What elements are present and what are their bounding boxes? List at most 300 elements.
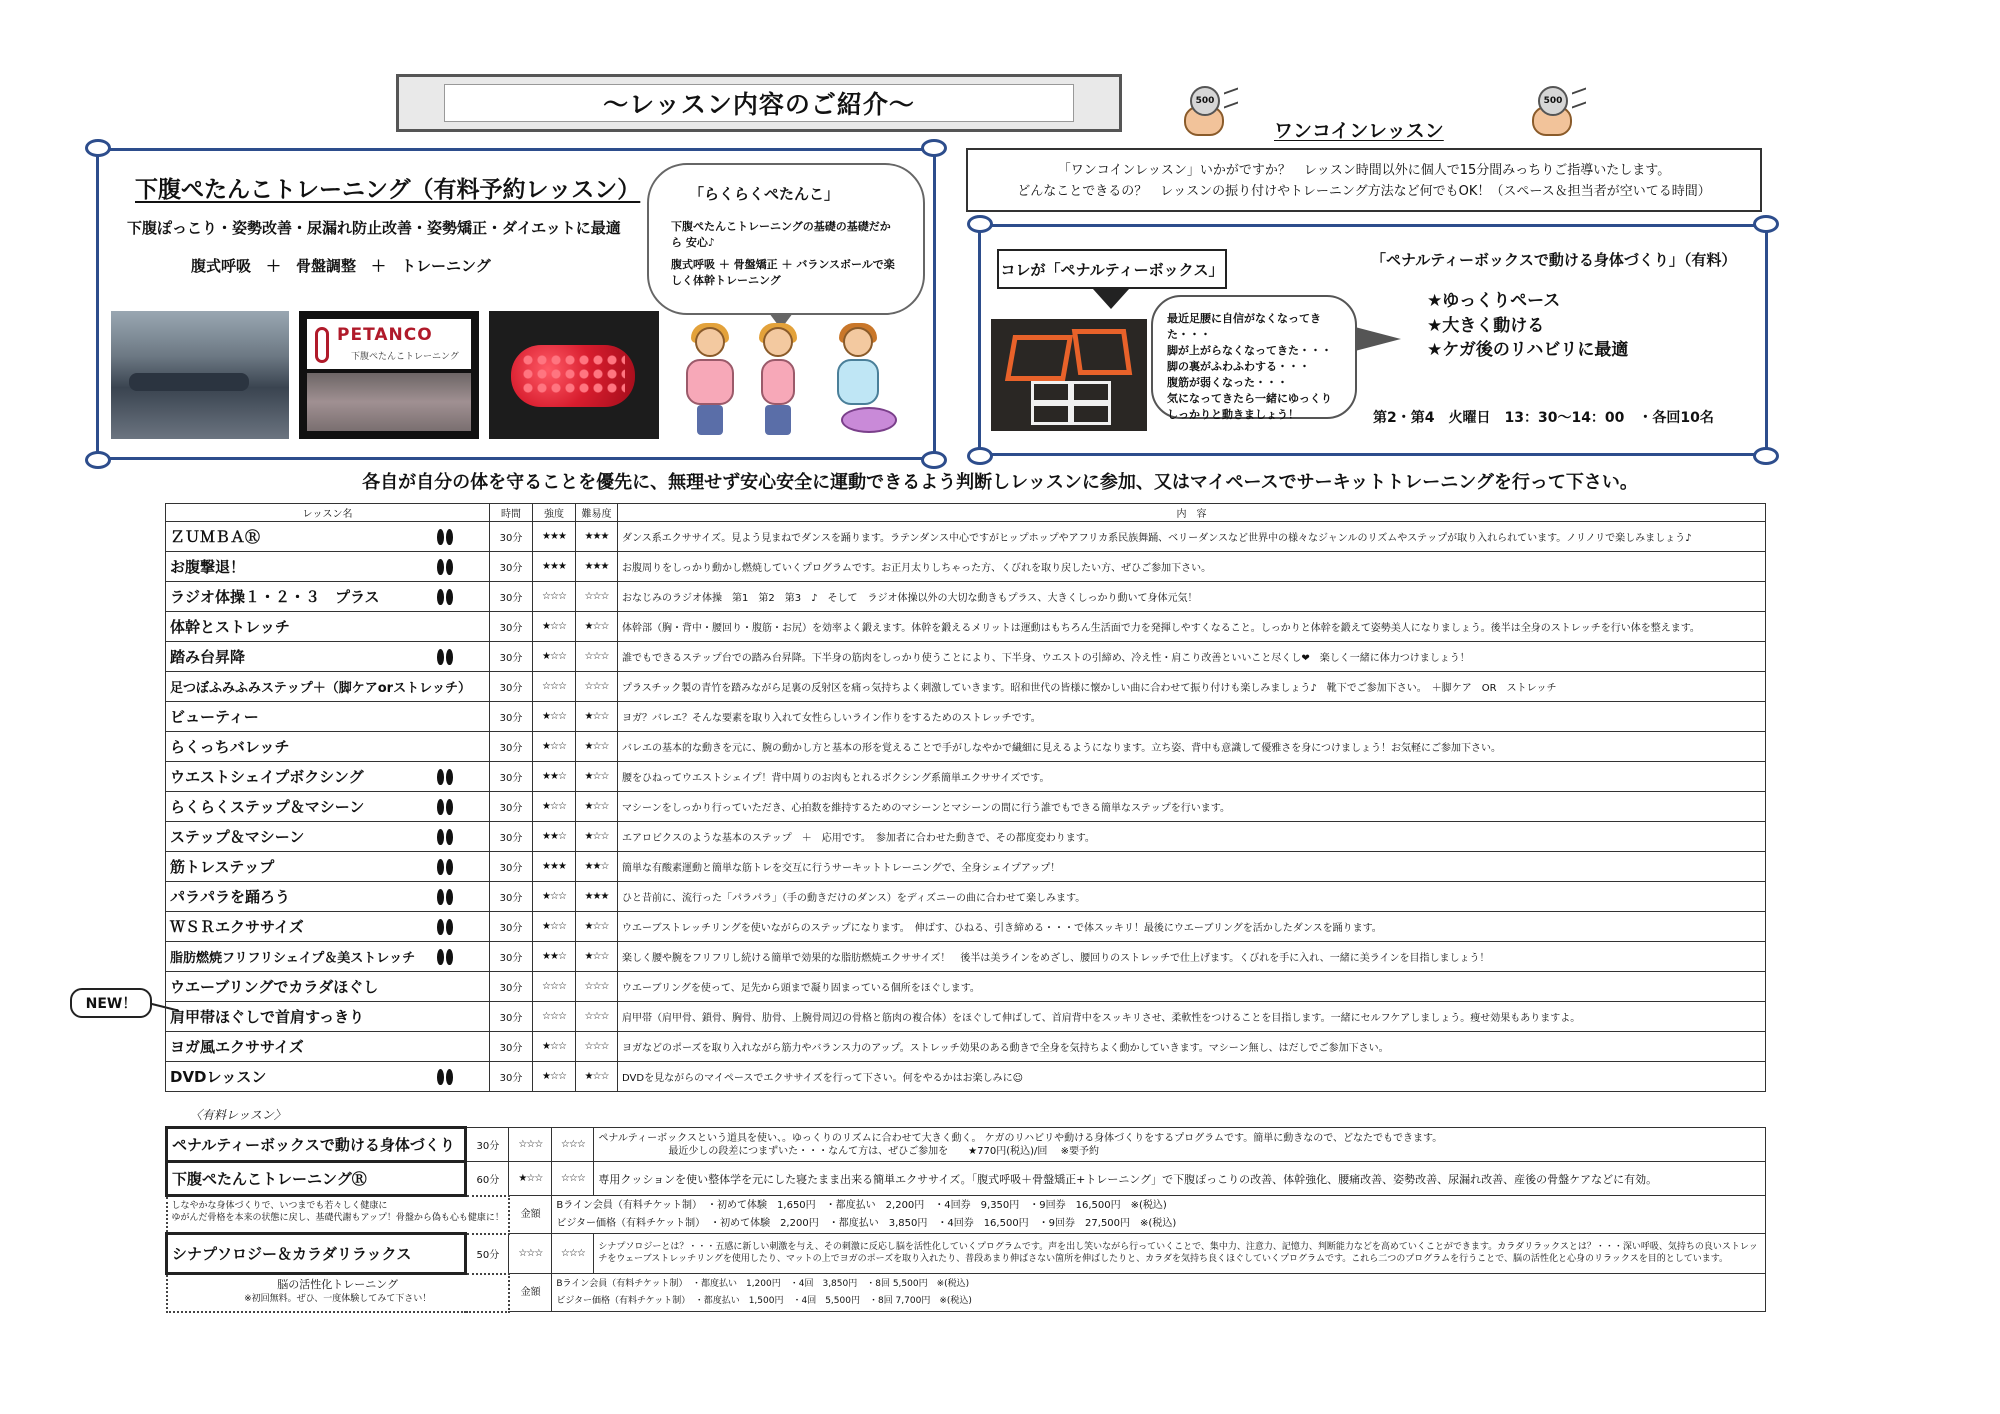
lesson-intensity-text: ☆☆☆ [542, 591, 566, 602]
lesson-name [166, 792, 490, 822]
floor-square [1031, 403, 1071, 425]
lesson-time-text: 30分 [499, 683, 523, 694]
lesson-name [166, 912, 490, 942]
footprints-icon [437, 799, 455, 815]
petanco-logo-text: PETANCO [337, 325, 433, 345]
petanco-logo-mark [315, 327, 329, 363]
lesson-intensity-text: ★☆☆ [542, 741, 566, 752]
lesson-difficulty-text: ★★☆ [584, 861, 609, 872]
lesson-time [490, 882, 533, 912]
paid-lesson-intensity: ★☆☆ [509, 1162, 552, 1196]
onecoin-line: 「ワンコインレッスン」いかがですか？ レッスン時間以外に個人で15分間みっちりご指導いたします。 [1057, 163, 1671, 178]
lesson-time [490, 552, 533, 582]
lesson-content-text: マシーンをしっかり行っていただき、心拍数を維持するためのマシーンとマシーンの間に行う誰でもできる簡単なステップを行います。 [622, 803, 1230, 814]
lesson-time-text: 30分 [499, 1043, 523, 1054]
header-difficulty: 難易度 [576, 504, 618, 522]
lesson-content [618, 852, 1766, 882]
paid-lesson-difficulty: ☆☆☆ [552, 1128, 594, 1162]
lesson-difficulty [576, 732, 618, 762]
lesson-time [490, 642, 533, 672]
box-frame [1072, 329, 1132, 375]
lesson-intensity-text: ★★☆ [542, 951, 566, 962]
lesson-name [166, 732, 490, 762]
lesson-name-text: パラパラを踊ろう [170, 888, 291, 906]
table-row [166, 732, 1766, 762]
lesson-difficulty [576, 702, 618, 732]
lesson-content [618, 1002, 1766, 1032]
rakuraku-bubble [647, 163, 925, 315]
lesson-intensity [533, 702, 576, 732]
table-row [166, 702, 1766, 732]
scroll-curl-ornament [85, 451, 111, 469]
lesson-name-text: ラジオ体操１・２・３ プラス [170, 588, 380, 606]
footprints-icon [437, 889, 455, 905]
lesson-intensity [533, 1032, 576, 1062]
price-line: ビジター価格（有料チケット制） ・都度払い 1,500円 ・4回 5,500円 ・8回 7,700円 ※(税込) [556, 1295, 972, 1306]
paid-lesson-time: 60分 [466, 1162, 509, 1196]
lesson-name [166, 882, 490, 912]
petanco-formula: 腹式呼吸 ＋ 骨盤調整 ＋ トレーニング [191, 257, 491, 275]
table-row [166, 792, 1766, 822]
lesson-difficulty [576, 942, 618, 972]
paid-lessons-label: 〈有料レッスン〉 [190, 1108, 286, 1122]
paid-lesson-name: ペナルティーボックスで動ける身体づくり [167, 1128, 466, 1162]
petanco-logo-photo [299, 311, 479, 439]
lesson-content-text: ひと昔前に、流行った「パラパラ」（手の動きだけのダンス）をディズニーの曲に合わせて楽しみます。 [622, 893, 1086, 904]
petanco-logo-sub: 下腹ぺたんこトレーニング [351, 352, 459, 362]
lesson-difficulty-text: ★☆☆ [584, 801, 609, 812]
petanco-heading: 下腹ぺたんこトレーニング（有料予約レッスン） [135, 177, 641, 203]
lesson-name-text: ＷＳＲエクササイズ [170, 918, 304, 936]
lesson-intensity-text: ★★★ [542, 861, 566, 872]
lesson-content [618, 822, 1766, 852]
footprints-icon [437, 919, 455, 935]
lesson-difficulty [576, 552, 618, 582]
lesson-time [490, 942, 533, 972]
lesson-name-text: 筋トレステップ [170, 858, 275, 876]
lesson-content-text: ウエーブストレッチリングを使いながらのステップになります。 伸ばす、ひねる、引き締める・・・で体スッキリ！最後にウエーブリングを活かしたダンスを踊ります。 [622, 923, 1382, 934]
lesson-difficulty-text: ☆☆☆ [584, 1041, 609, 1052]
lesson-name-text: ビューティー [170, 708, 259, 726]
lesson-content [618, 582, 1766, 612]
lesson-name [166, 522, 490, 552]
lesson-content-text: おなじみのラジオ体操 第1 第2 第3 ♪ そして ラジオ体操以外の大切な動きもプラス、大きくしっかり動いて身体元気！ [622, 593, 1198, 604]
feature-item: ★ケガ後のリハビリに最適 [1427, 340, 1629, 361]
lesson-intensity-text: ★☆☆ [542, 621, 566, 632]
lesson-time-text: 30分 [499, 983, 523, 994]
lesson-name-text: ステップ＆マシーン [170, 828, 305, 846]
safety-headline: 各自が自分の体を守ることを優先に、無理せず安心安全に運動できるよう判断しレッスンに参加、又はマイペースでサーキットトレーニングを行って下さい。 [362, 472, 1638, 493]
content-line: ペナルティーボックスという道具を使い、。ゆっくりのリズムに合わせて大きく動く。 ケガのリハビリや動ける身体づくりをするプログラムです。簡単に動きなので、どなたでもできます。 [598, 1132, 1443, 1144]
lesson-name-text: DVDレッスン [170, 1068, 267, 1086]
petanco-prices [552, 1196, 1766, 1234]
bubble-tail [1355, 327, 1401, 351]
training-scene-photo [307, 373, 471, 431]
onecoin-title: ワンコインレッスン [1262, 112, 1482, 146]
table-row [167, 1274, 1766, 1312]
lesson-intensity [533, 882, 576, 912]
paid-lesson-name: シナプソロジー＆カラダリラックス [167, 1234, 466, 1274]
floor-square [1031, 381, 1071, 403]
table-row [167, 1162, 1766, 1196]
lesson-intensity [533, 762, 576, 792]
lesson-time-text: 30分 [499, 743, 523, 754]
footprints-icon [437, 829, 455, 845]
table-row [166, 942, 1766, 972]
lesson-content-text: 簡単な有酸素運動と簡単な筋トレを交互に行うサーキットトレーニングで、全身シェイプアップ！ [622, 863, 1061, 874]
penalty-schedule: 第2・第4 火曜日 13：30～14：00 ・各回10名 [1373, 410, 1714, 426]
lesson-time-text: 30分 [499, 863, 523, 874]
lesson-name-text: ヨガ風エクササイズ [170, 1038, 304, 1056]
lesson-difficulty [576, 582, 618, 612]
scroll-curl-ornament [967, 447, 993, 465]
lesson-difficulty-text: ★☆☆ [584, 1071, 609, 1082]
lesson-intensity-text: ★☆☆ [542, 1071, 566, 1082]
lesson-intensity [533, 822, 576, 852]
footprints-icon [437, 859, 455, 875]
lesson-difficulty-text: ★★★ [584, 561, 609, 572]
lesson-content-text: ヨガ？バレエ？そんな要素を取り入れて女性らしいライン作りをするためのストレッチです。 [622, 713, 1041, 724]
lesson-content-text: バレエの基本的な動きを元に、腕の動かし方と基本の形を覚えることで手がしなやかで繊細に見えるようになります。立ち姿、背中も意識して優雅さを身につけましょう！お気軽にご参加下さい。 [622, 743, 1501, 754]
lesson-content [618, 672, 1766, 702]
lesson-time-text: 30分 [499, 833, 523, 844]
price-line: Bライン会員（有料チケット制） ・都度払い 1,200円 ・4回 3,850円 ・8回 5,500円 ※(税込) [556, 1279, 970, 1290]
lesson-name-text: ウエストシェイプボクシング [170, 768, 364, 786]
lesson-content [618, 912, 1766, 942]
synapso-prices [552, 1274, 1766, 1312]
table-row [166, 762, 1766, 792]
lesson-content [618, 732, 1766, 762]
lesson-time-text: 30分 [499, 653, 523, 664]
lesson-time [490, 1062, 533, 1092]
lesson-difficulty-text: ★☆☆ [584, 951, 609, 962]
lesson-difficulty-text: ☆☆☆ [584, 1011, 609, 1022]
lesson-difficulty [576, 762, 618, 792]
lesson-intensity-text: ★☆☆ [542, 891, 566, 902]
footprints-icon [437, 559, 455, 575]
penalty-box-photo [991, 319, 1147, 431]
lesson-content [618, 1062, 1766, 1092]
lesson-time [490, 792, 533, 822]
lesson-content [618, 702, 1766, 732]
paid-lesson-difficulty: ☆☆☆ [552, 1162, 594, 1196]
rakuraku-title: 「らくらくぺたんこ」 [689, 185, 840, 203]
lesson-intensity-text: ☆☆☆ [542, 681, 566, 692]
lesson-time [490, 582, 533, 612]
figure-legs [697, 405, 723, 435]
lesson-name-text: 脂肪燃焼フリフリシェイプ＆美ストレッチ [170, 951, 416, 966]
table-row [166, 1032, 1766, 1062]
table-row [166, 1062, 1766, 1092]
paid-lesson-intensity: ☆☆☆ [509, 1234, 552, 1274]
lesson-intensity [533, 582, 576, 612]
penalty-box-panel [978, 224, 1768, 456]
price-label: 金額 [509, 1274, 552, 1312]
lesson-name-text: 踏み台昇降 [170, 648, 246, 666]
lesson-intensity [533, 1002, 576, 1032]
lesson-intensity-text: ★★☆ [542, 771, 566, 782]
lesson-intensity [533, 1062, 576, 1092]
gym-photo [111, 311, 289, 439]
lesson-name [166, 672, 490, 702]
lesson-table [165, 503, 1766, 1092]
petanco-subtitle: 下腹ぽっこり・姿勢改善・尿漏れ防止改善・姿勢矯正・ダイエットに最適 [127, 219, 621, 237]
header-lesson-name: レッスン名 [166, 504, 490, 522]
footprints-icon [437, 769, 455, 785]
lesson-name [166, 972, 490, 1002]
floor-square [1071, 403, 1111, 425]
lesson-difficulty [576, 912, 618, 942]
rakuraku-line: 腹式呼吸 ＋ 骨盤矯正 ＋ バランスボールで楽しく体幹トレーニング [671, 257, 895, 287]
lesson-difficulty-text: ★☆☆ [584, 771, 609, 782]
lesson-content [618, 882, 1766, 912]
lesson-time [490, 732, 533, 762]
lesson-name-text: 肩甲帯ほぐしで首肩すっきり [170, 1008, 365, 1026]
figure-body [761, 359, 795, 405]
figure-legs [765, 405, 791, 435]
lesson-content-text: お腹周りをしっかり動かし燃焼していくプログラムです。お正月太りしちゃった方、くびれを取り戻したい方、ぜひご参加下さい。 [622, 563, 1212, 574]
lesson-difficulty-text: ☆☆☆ [584, 651, 609, 662]
table-header-row [166, 504, 1766, 522]
paid-lesson-time: 30分 [466, 1128, 509, 1162]
lesson-difficulty [576, 1002, 618, 1032]
lesson-content-text: ダンス系エクササイズ。見よう見まねでダンスを踊ります。ラテンダンス中心ですがヒップホップやアフリカ系民族舞踊、ベリーダンスなど世界中の様々なジャンルのリズムやステップが取り入れられています。ノリノリで楽しみましょう♪ [622, 533, 1692, 544]
scroll-curl-ornament [1753, 215, 1779, 233]
lesson-time-text: 30分 [499, 563, 523, 574]
lesson-name [166, 1062, 490, 1092]
footprints-icon [437, 529, 455, 545]
lesson-intensity [533, 552, 576, 582]
sparkle [1224, 87, 1238, 108]
feature-item: ★大きく動ける [1427, 315, 1545, 336]
lesson-intensity-text: ★★★ [542, 531, 566, 542]
figure-head [763, 327, 793, 357]
lesson-content-text: ヨガなどのポーズを取り入れながら筋力やバランス力のアップ。ストレッチ効果のある動きで全身を気持ちよく動かしていきます。マシーン無し、はだしでご参加下さい。 [622, 1043, 1389, 1054]
table-row [166, 972, 1766, 1002]
price-label: 金額 [509, 1196, 552, 1234]
lesson-difficulty-text: ★☆☆ [584, 741, 609, 752]
paid-lesson-difficulty: ☆☆☆ [552, 1234, 594, 1274]
lesson-time [490, 822, 533, 852]
lesson-time [490, 972, 533, 1002]
header-content: 内 容 [618, 504, 1766, 522]
lesson-name-text: お腹撃退！ [170, 558, 246, 576]
petanco-panel [96, 148, 936, 460]
lesson-name [166, 852, 490, 882]
page-title: ～レッスン内容のご紹介～ [444, 84, 1074, 122]
balance-ball [841, 407, 897, 433]
woman-after-illustration [747, 327, 809, 437]
lesson-time-text: 30分 [499, 623, 523, 634]
paid-lesson-content [594, 1128, 1766, 1162]
paid-lesson-table [165, 1126, 1766, 1313]
scroll-curl-ornament [967, 215, 993, 233]
petanco-logo [307, 319, 471, 369]
lesson-name-text: 足つぼふみふみステップ＋（脚ケアorストレッチ） [170, 681, 471, 696]
feature-item: ★ゆっくりペース [1427, 291, 1561, 311]
note-line: 脳の活性化トレーニング [277, 1278, 399, 1291]
scroll-curl-ornament [1753, 447, 1779, 465]
table-row [167, 1234, 1766, 1274]
table-row [166, 852, 1766, 882]
coin-hand-illustration [1184, 86, 1230, 138]
lesson-difficulty-text: ★★★ [584, 891, 609, 902]
lesson-name-text: 体幹とストレッチ [170, 618, 290, 636]
lesson-difficulty-text: ★☆☆ [584, 711, 609, 722]
lesson-time [490, 762, 533, 792]
lesson-content [618, 972, 1766, 1002]
lesson-content-text: 楽しく腰や腕をフリフリし続ける簡単で効果的な脂肪燃焼エクササイズ！ 後半は美ラインをめざし、腰回りのストレッチで仕上げます。くびれを手に入れ、一緒に美ラインを目指しましょう！ [622, 953, 1490, 964]
lesson-intensity [533, 642, 576, 672]
lesson-difficulty [576, 672, 618, 702]
footprints-icon [437, 649, 455, 665]
down-arrow-icon [1093, 289, 1129, 309]
lesson-name [166, 762, 490, 792]
paid-lesson-content: 専用クッションを使い整体学を元にした寝たまま出来る簡単エクササイズ。「腹式呼吸＋骨盤矯正+トレーニング」で下腹ぽっこりの改善、体幹強化、腰痛改善、姿勢改善、尿漏れ改善、産後の骨盤ケアなどに有効。 [594, 1162, 1766, 1196]
lesson-name-text: らくっちバレッチ [170, 738, 290, 756]
lesson-difficulty [576, 522, 618, 552]
lesson-difficulty-text: ☆☆☆ [584, 591, 609, 602]
woman-balance-ball-illustration [827, 327, 907, 437]
lesson-name-text: らくらくステップ＆マシーン [170, 798, 365, 816]
rakuraku-line: 下腹ぺたんこトレーニングの基礎の基礎だから 安心♪ [671, 220, 891, 249]
lesson-intensity [533, 732, 576, 762]
box-frame [1005, 335, 1073, 381]
footprints-icon [437, 949, 455, 965]
lesson-name [166, 1032, 490, 1062]
lesson-intensity-text: ★☆☆ [542, 1041, 566, 1052]
lesson-difficulty-text: ☆☆☆ [584, 981, 609, 992]
lesson-time [490, 702, 533, 732]
price-line: ビジター価格（有料チケット制） ・初めて体験 2,200円 ・都度払い 3,850円 ・4回券 16,500円 ・9回券 27,500円 ※(税込) [556, 1217, 1177, 1229]
bubble-line: 脚の裏がふわふわする・・・ [1167, 359, 1310, 373]
note-line: しなやかな身体づくりで、いつまでも若々しく健康に [171, 1201, 388, 1211]
new-badge: NEW！ [70, 988, 152, 1018]
penalty-title: 「ペナルティーボックスで動ける身体づくり」（有料） [1371, 251, 1737, 269]
lesson-time [490, 672, 533, 702]
lesson-time-text: 30分 [499, 923, 523, 934]
figure-head [695, 327, 725, 357]
lesson-time [490, 912, 533, 942]
table-row [166, 882, 1766, 912]
lesson-intensity [533, 522, 576, 552]
lesson-time [490, 1032, 533, 1062]
lesson-intensity [533, 792, 576, 822]
lesson-time-text: 30分 [499, 1013, 523, 1024]
lesson-intensity [533, 612, 576, 642]
sparkle [1572, 87, 1586, 108]
lesson-time-text: 30分 [499, 953, 523, 964]
paid-lesson-name: 下腹ぺたんこトレーニングⓇ [167, 1162, 466, 1196]
lesson-content [618, 1032, 1766, 1062]
lesson-difficulty [576, 1062, 618, 1092]
lesson-intensity-text: ☆☆☆ [542, 981, 566, 992]
title-banner [396, 74, 1122, 132]
content-line: 最近少しの段差につまずいた・・・なんて方は、ぜひご参加を ★770円(税込)/回 ※要予約 [668, 1145, 1099, 1157]
price-line: Bライン会員（有料チケット制） ・初めて体験 1,650円 ・都度払い 2,200円 ・4回券 9,350円 ・9回券 16,500円 ※(税込) [556, 1199, 1167, 1211]
lesson-content [618, 942, 1766, 972]
lesson-intensity [533, 942, 576, 972]
figure-body [837, 359, 879, 405]
lesson-content [618, 612, 1766, 642]
onecoin-box [966, 148, 1762, 212]
lesson-intensity-text: ★☆☆ [542, 651, 566, 662]
lesson-name [166, 1002, 490, 1032]
lesson-intensity-text: ★☆☆ [542, 801, 566, 812]
figure-body [686, 359, 734, 405]
note-line: ゆがんだ骨格を本来の状態に戻し、基礎代謝もアップ！骨盤から偽も心も健康に！ [171, 1213, 504, 1224]
table-row [166, 822, 1766, 852]
lesson-difficulty [576, 822, 618, 852]
red-cushion-image [511, 345, 635, 407]
scroll-curl-ornament [921, 139, 947, 157]
lesson-time [490, 522, 533, 552]
lesson-content [618, 552, 1766, 582]
lesson-name [166, 942, 490, 972]
table-row [166, 642, 1766, 672]
lesson-time-text: 30分 [499, 893, 523, 904]
lesson-time-text: 30分 [499, 593, 523, 604]
lesson-time-text: 30分 [499, 773, 523, 784]
scroll-curl-ornament [921, 451, 947, 469]
lesson-content [618, 642, 1766, 672]
figure-head [843, 327, 873, 357]
table-row [166, 552, 1766, 582]
lesson-difficulty [576, 792, 618, 822]
lesson-difficulty-text: ★☆☆ [584, 921, 609, 932]
lesson-content-text: エアロビクスのような基本のステップ ＋ 応用です。 参加者に合わせた動きで、その都度変わります。 [622, 833, 1095, 844]
table-row [166, 1002, 1766, 1032]
lesson-difficulty [576, 1032, 618, 1062]
lesson-intensity-text: ★★★ [542, 561, 566, 572]
synapso-note [167, 1274, 509, 1312]
lesson-time-text: 30分 [499, 533, 523, 544]
lesson-time [490, 612, 533, 642]
paid-lesson-content: シナプソロジーとは？・・・五感に新しい刺激を与え、その刺激に反応し脳を活性化していくプログラムです。声を出し笑いながら行っていくことで、集中力、注意力、記憶力、判断能力などを高めていくことができます。カラダリラックスとは？・・・深い呼吸、気持ちの良いストレッチをウェーブストレッチリングを使用したり、マットの上でヨガのポーズを取り入れたり、普段あまり伸ばさない箇所を伸ばしたりと、カラダを気持ち良くほぐしていくプログラムです。これら二つのプログラムを行うことで、脳の活性化と心身のリラックスを目的としています。 [594, 1234, 1766, 1274]
lesson-difficulty-text: ★☆☆ [584, 831, 609, 842]
lesson-name [166, 552, 490, 582]
lesson-intensity-text: ★☆☆ [542, 711, 566, 722]
lesson-content [618, 792, 1766, 822]
lesson-content [618, 522, 1766, 552]
woman-before-illustration [679, 327, 741, 437]
lesson-difficulty [576, 972, 618, 1002]
lesson-name [166, 582, 490, 612]
lesson-difficulty-text: ★☆☆ [584, 621, 609, 632]
bubble-line: 腹筋が弱くなった・・・ [1167, 375, 1288, 389]
scroll-curl-ornament [85, 139, 111, 157]
lesson-difficulty [576, 642, 618, 672]
lesson-name [166, 702, 490, 732]
lesson-intensity-text: ★☆☆ [542, 921, 566, 932]
paid-lesson-intensity: ☆☆☆ [509, 1128, 552, 1162]
lesson-difficulty [576, 882, 618, 912]
lesson-intensity-text: ☆☆☆ [542, 1011, 566, 1022]
lesson-name [166, 822, 490, 852]
footprints-icon [437, 589, 455, 605]
lesson-time-text: 30分 [499, 803, 523, 814]
table-row [166, 582, 1766, 612]
lesson-content-text: プラスチック製の青竹を踏みながら足裏の反射区を痛っ気持ちよく刺激していきます。昭和世代の皆様に懐かしい曲に合わせて振り付けも楽しみましょう♪ 靴下でご参加下さい。 ＋脚ケア OR ストレッチ [622, 683, 1557, 694]
table-row [167, 1128, 1766, 1162]
lesson-difficulty-text: ★★★ [584, 531, 609, 542]
lesson-intensity [533, 972, 576, 1002]
lesson-content [618, 762, 1766, 792]
footprints-icon [437, 1069, 455, 1085]
lesson-time [490, 852, 533, 882]
table-row [166, 672, 1766, 702]
lesson-content-text: 腰をひねってウエストシェイプ！背中周りのお肉もとれるボクシング系簡単エクササイズです。 [622, 773, 1050, 784]
